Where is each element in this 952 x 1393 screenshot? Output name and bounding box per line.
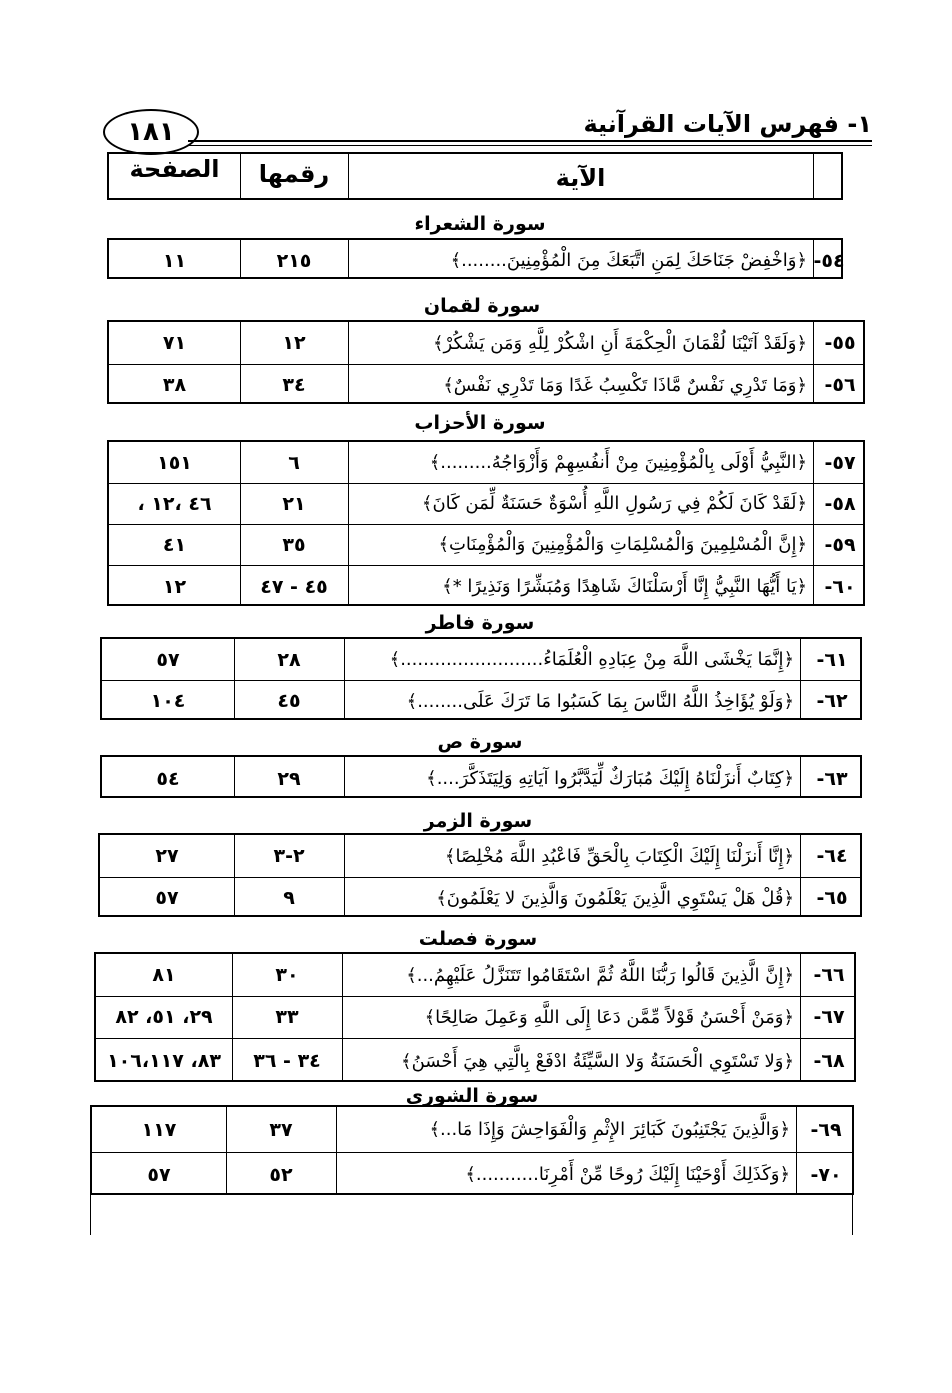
row-page: ٧١: [162, 332, 187, 354]
row-index: ٦١-: [816, 648, 848, 671]
row-verse: ﴿النَّبِيُّ أَوْلَى بِالْمُؤْمِنِينَ مِنْ أَنفُسِهِمْ وَأَزْوَاجُهُ.........﴾: [429, 452, 807, 473]
header-rule-thin: [188, 145, 872, 146]
row-index: ٥٥-: [824, 332, 856, 354]
surah-table: [100, 637, 862, 720]
page-number: ١٨١: [127, 117, 175, 147]
row-index: ٥٨-: [824, 492, 856, 515]
row-index: ٦٩-: [810, 1118, 842, 1141]
row-page: ٤١: [162, 533, 187, 556]
row-number: ٣٣: [275, 1006, 299, 1028]
row-page: ٥٧: [155, 887, 179, 909]
frame-line-right: [852, 1105, 853, 1235]
row-page: ٣٨: [162, 374, 187, 396]
row-index: ٥٧-: [824, 451, 856, 474]
surah-title: سورة الزمر: [423, 810, 533, 832]
surah-title: سورة ص: [437, 731, 523, 753]
surah-table: [107, 320, 865, 404]
surah-title: سورة لقمان: [423, 295, 541, 317]
row-page: ٨٣، ١٠٦،١١٧: [107, 1050, 221, 1072]
row-number: ١٢: [282, 332, 306, 354]
frame-line-left: [90, 1105, 91, 1235]
row-page: ٢٩، ٥١، ٨٢: [115, 1006, 213, 1028]
row-verse: ﴿كِتَابٌ أَنزَلْنَاهُ إِلَيْكَ مُبَارَكٌ لِّيَدَّبَّرُوا آيَاتِهِ وَلِيَتَذَكَّرَ....﴾: [426, 768, 794, 789]
surah-title: سورة فصلت: [418, 928, 538, 950]
row-index: ٦٤-: [816, 845, 848, 867]
header-rule: [188, 140, 872, 142]
row-number: ٩: [283, 887, 295, 909]
page-header-title: ١- فهرس الآيات القرآنية: [583, 110, 872, 138]
row-index: ٦٦-: [813, 964, 845, 986]
row-verse: ﴿إِنَّا أَنزَلْنَا إِلَيْكَ الْكِتَابَ بِالْحَقِّ فَاعْبُدِ اللَّهَ مُخْلِصًا﴾: [444, 845, 794, 867]
row-page: ٨١: [152, 964, 176, 986]
row-number: ٣٧: [269, 1118, 293, 1141]
row-verse: ﴿يَا أَيُّهَا النَّبِيُّ إِنَّا أَرْسَلْنَاكَ شَاهِدًا وَمُبَشِّرًا وَنَذِيرًا *﴾: [442, 576, 807, 597]
row-number: ٢٩: [277, 767, 301, 790]
page-number-badge: [103, 109, 199, 155]
column-header-verse: الآية: [555, 164, 606, 192]
surah-title: سورة الشعراء: [414, 213, 546, 235]
row-number: ٤٥ - ٤٧: [260, 575, 328, 598]
row-page: ٥٧: [156, 648, 180, 671]
surah-title: سورة فاطر: [425, 612, 535, 634]
surah-table: [100, 755, 862, 798]
surah-table: [98, 833, 862, 917]
row-verse: ﴿وَاخْفِضْ جَنَاحَكَ لِمَنِ اتَّبَعَكَ مِنَ الْمُؤْمِنِينَ........﴾: [450, 250, 807, 271]
surah-title: سورة الأحزاب: [414, 412, 546, 434]
row-index: ٧٠-: [810, 1163, 842, 1186]
row-page: ٤٦ ،١٢ ،: [137, 492, 212, 515]
row-index: ٦٣-: [816, 767, 848, 790]
row-verse: ﴿وَكَذَلِكَ أَوْحَيْنَا إِلَيْكَ رُوحًا مِّنْ أَمْرِنَا...........﴾: [465, 1164, 790, 1185]
row-index: ٦٧-: [813, 1006, 845, 1028]
row-index: ٦٢-: [816, 690, 848, 712]
row-verse: ﴿وَلَوْ يُؤَاخِذُ اللَّهُ النَّاسَ بِمَا كَسَبُوا مَا تَرَكَ عَلَى........﴾: [406, 690, 794, 712]
row-number: ٦: [288, 451, 300, 474]
surah-title: سورة الشورى: [405, 1085, 539, 1107]
row-verse: ﴿لَقَدْ كَانَ لَكُمْ فِي رَسُولِ اللَّهِ أُسْوَةٌ حَسَنَةٌ لِّمَن كَانَ﴾: [421, 493, 807, 514]
row-number: ٤٥: [277, 690, 301, 712]
surah-table: [107, 238, 843, 279]
row-number: ٥٢: [269, 1163, 293, 1186]
row-index: ٦٨-: [813, 1050, 845, 1072]
surah-table: [90, 1105, 854, 1195]
row-index: ٦٥-: [816, 887, 848, 909]
row-page: ١٥١: [157, 451, 192, 474]
row-index: ٦٠-: [824, 575, 856, 598]
row-index: ٥٩-: [824, 533, 856, 556]
row-page: ١١٧: [141, 1118, 177, 1141]
row-page: ١١: [162, 249, 187, 272]
row-verse: ﴿وَمَنْ أَحْسَنُ قَوْلاً مِّمَّن دَعَا إِلَى اللَّهِ وَعَمِلَ صَالِحًا﴾: [424, 1006, 794, 1028]
row-verse: ﴿إِنَّ الْمُسْلِمِينَ وَالْمُسْلِمَاتِ وَالْمُؤْمِنِينَ وَالْمُؤْمِنَاتِ﴾: [438, 534, 807, 555]
row-verse: ﴿إِنَّ الَّذِينَ قَالُوا رَبُّنَا اللَّهُ ثُمَّ اسْتَقَامُوا تَتَنَزَّلُ عَلَيْهِمُ...﴾: [406, 964, 794, 986]
row-number: ٢-٣: [273, 845, 305, 867]
surah-table: [107, 440, 865, 606]
row-page: ١٠٤: [150, 690, 186, 712]
row-number: ٣٥: [282, 533, 306, 556]
row-page: ٥٤: [156, 767, 180, 790]
row-page: ٥٧: [147, 1163, 171, 1186]
row-index: ٥٤-: [813, 249, 845, 272]
row-number: ٣٤: [282, 374, 306, 396]
row-verse: ﴿وَمَا تَدْرِي نَفْسٌ مَّاذَا تَكْسِبُ غَدًا وَمَا تَدْرِي نَفْسٌ﴾: [443, 374, 807, 396]
row-number: ٢١: [282, 492, 306, 515]
row-page: ٢٧: [155, 845, 179, 867]
row-page: ١٢: [162, 575, 187, 598]
row-index: ٥٦-: [824, 374, 856, 396]
column-header-page: الصفحة: [129, 155, 220, 183]
row-number: ٢١٥: [276, 249, 312, 272]
row-number: ٢٨: [277, 648, 301, 671]
row-verse: ﴿وَلَقَدْ آتَيْنَا لُقْمَانَ الْحِكْمَةَ أَنِ اشْكُرْ لِلَّهِ وَمَن يَشْكُرْ﴾: [432, 332, 807, 354]
row-number: ٣٠: [275, 964, 299, 986]
row-verse: ﴿وَلا تَسْتَوِي الْحَسَنَةُ وَلا السَّيِّئَةُ ادْفَعْ بِالَّتِي هِيَ أَحْسَنُ﴾: [401, 1050, 794, 1072]
row-verse: ﴿وَالَّذِينَ يَجْتَنِبُونَ كَبَائِرَ الإِثْمِ وَالْفَوَاحِشَ وَإِذَا مَا...﴾: [429, 1119, 790, 1140]
row-verse: ﴿إِنَّمَا يَخْشَى اللَّهَ مِنْ عِبَادِهِ الْعُلَمَاءُ.........................﴾: [389, 649, 794, 670]
column-header-row: [107, 152, 843, 200]
surah-table: [94, 952, 856, 1082]
row-verse: ﴿قُلْ هَلْ يَسْتَوِي الَّذِينَ يَعْلَمُونَ وَالَّذِينَ لا يَعْلَمُونَ﴾: [436, 887, 794, 909]
row-number: ٣٤ - ٣٦: [253, 1050, 321, 1072]
column-header-number: رقمها: [258, 160, 330, 188]
